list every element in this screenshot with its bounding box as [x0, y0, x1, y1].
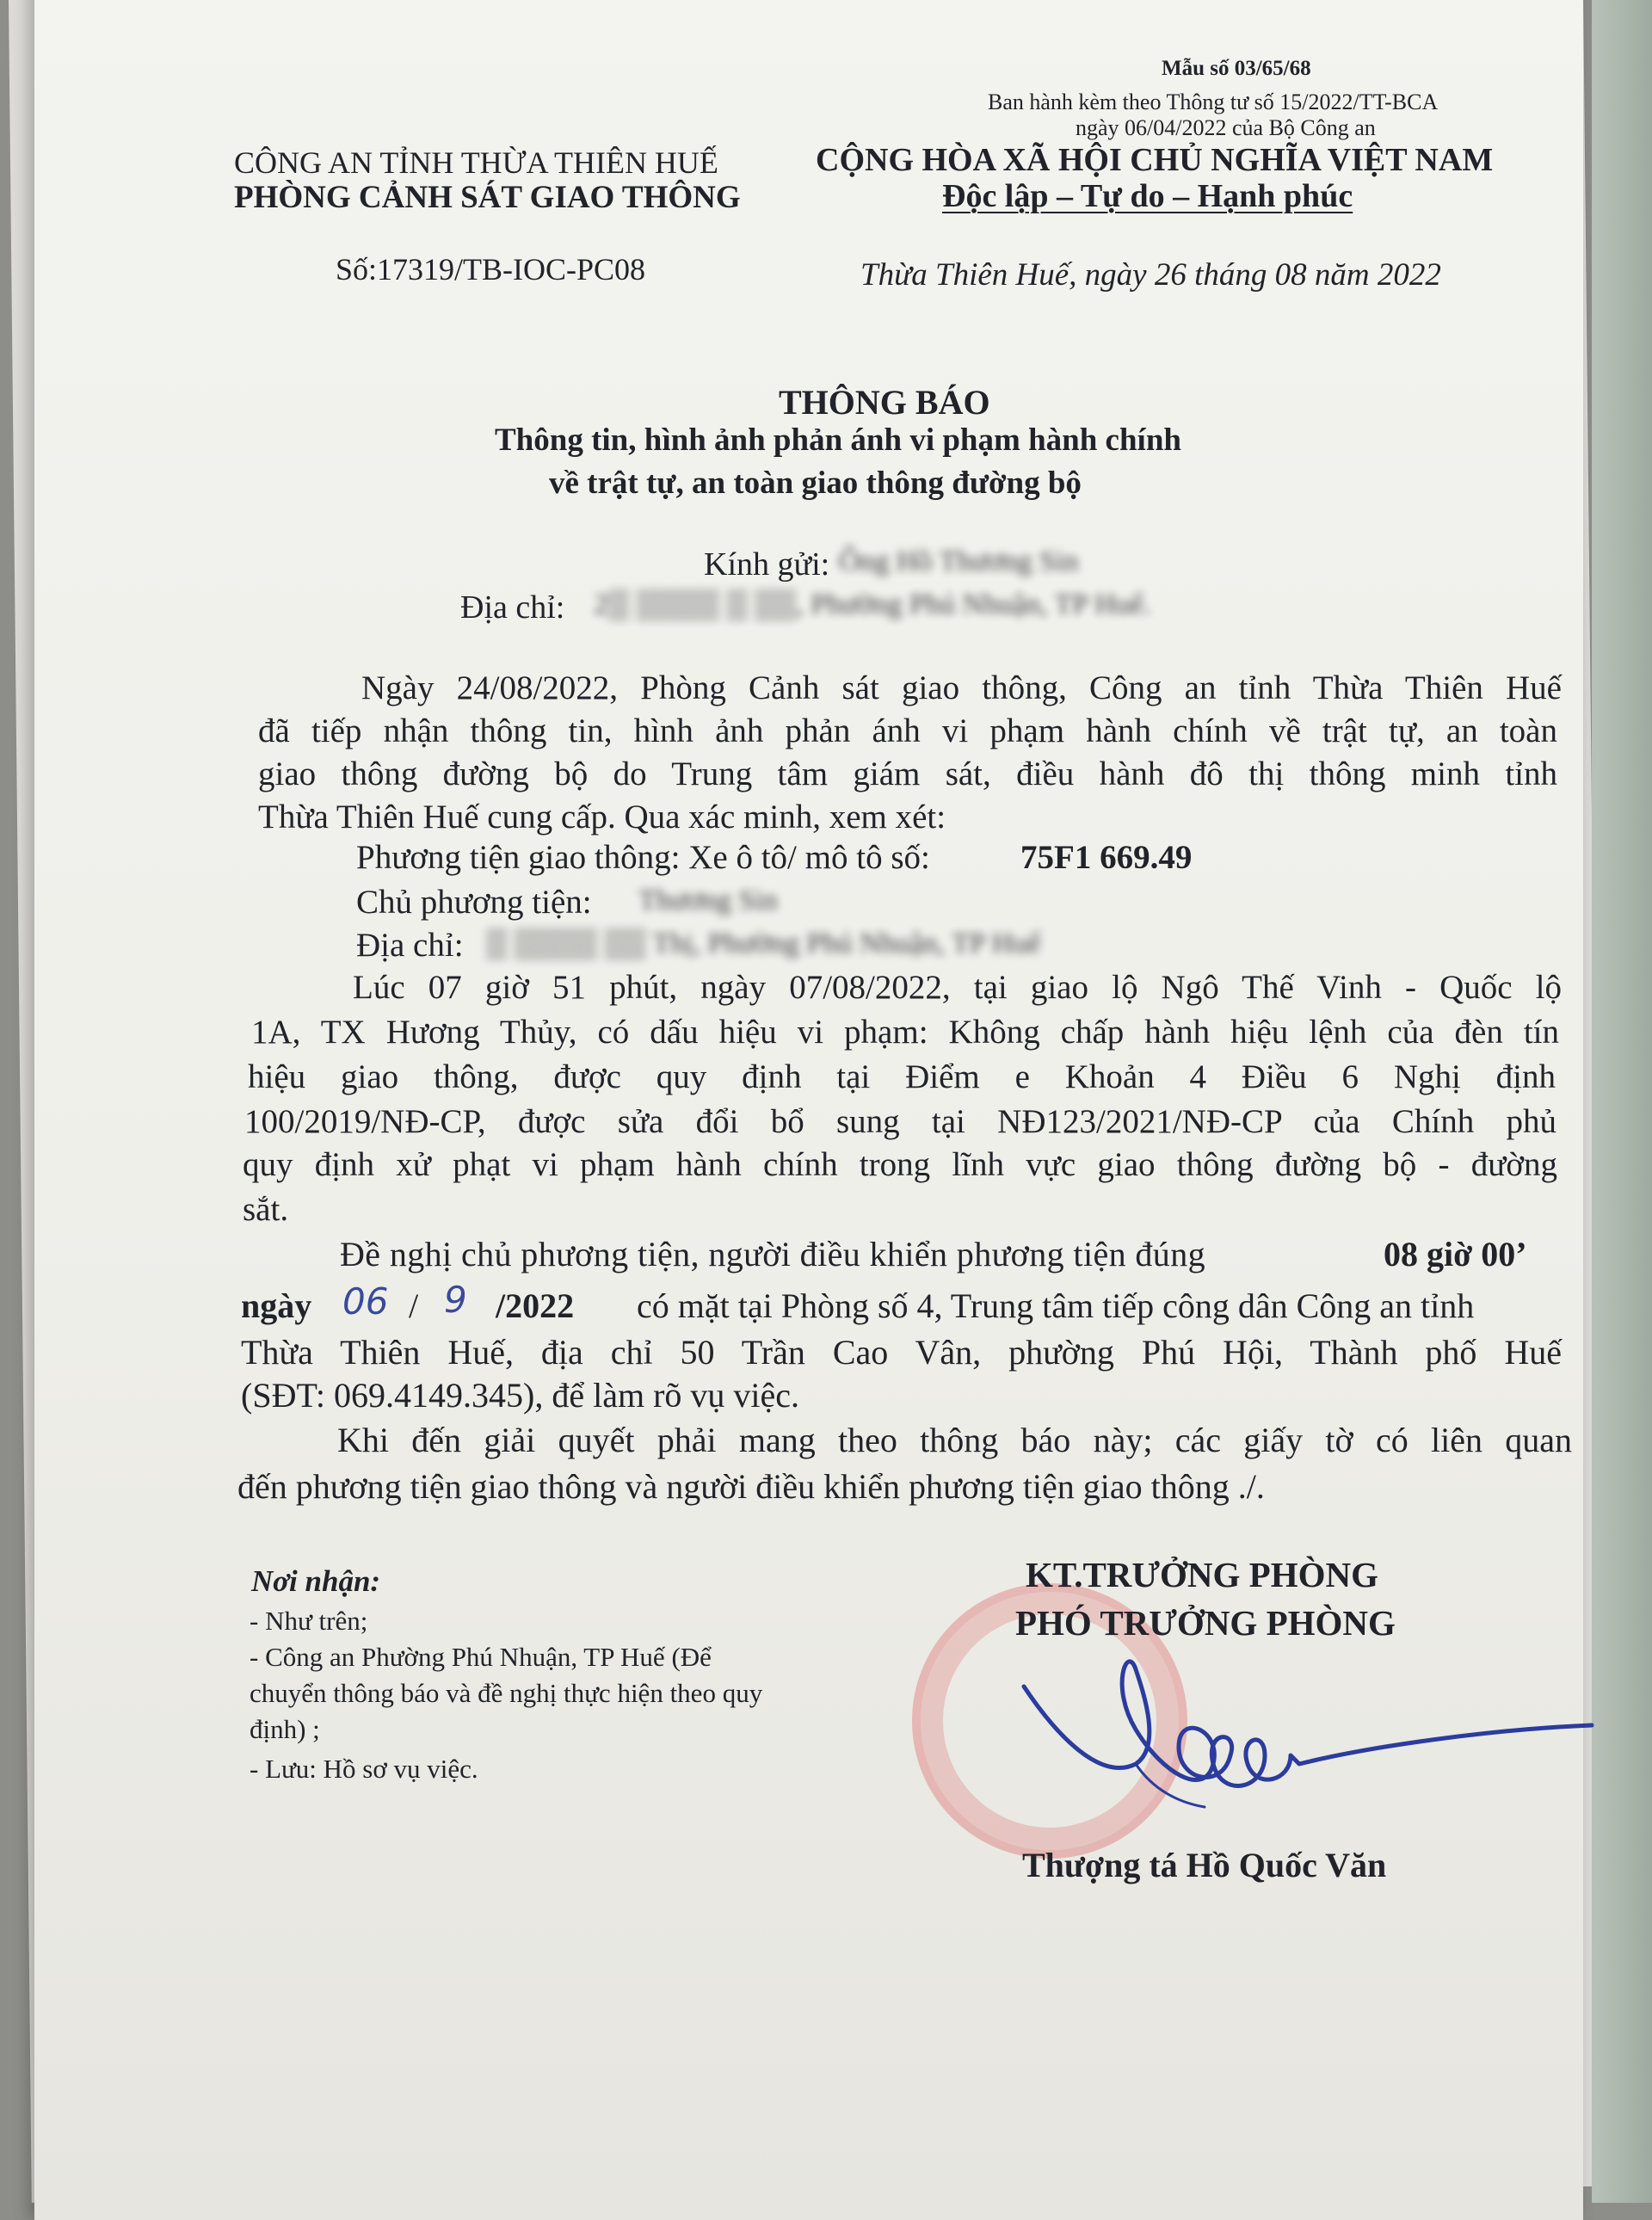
vehicle-label: Phương tiện giao thông: Xe ô tô/ mô tô số: — [356, 839, 930, 876]
appointment-month-handwritten: 9 — [444, 1279, 467, 1321]
to-label: Kính gửi: — [704, 546, 830, 583]
address-label: Địa chỉ: — [460, 589, 565, 626]
para1-line3: giao thông đường bộ do Trung tâm giám sát, điều hành đô thị thông minh tỉnh — [258, 755, 1557, 792]
recipient-item-1: - Như trên; — [250, 1606, 368, 1636]
place-date: Thừa Thiên Huế, ngày 26 tháng 08 năm 2022 — [860, 257, 1441, 293]
notice-subtitle-1: Thông tin, hình ảnh phản ánh vi phạm hành chính — [495, 422, 1181, 458]
nation-motto: Độc lập – Tự do – Hạnh phúc — [942, 178, 1353, 214]
signer-name: Thượng tá Hồ Quốc Văn — [1022, 1846, 1387, 1884]
para2-line2: 1A, TX Hương Thủy, có dấu hiệu vi phạm: Không chấp hành hiệu lệnh của đèn tín — [251, 1014, 1559, 1051]
notice-subtitle-2: về trật tự, an toàn giao thông đường bộ — [549, 466, 1082, 501]
signer-title-1: KT.TRƯỞNG PHÒNG — [1026, 1555, 1378, 1594]
recipient-item-3: chuyển thông báo và đề nghị thực hiện theo quy — [250, 1678, 763, 1708]
handwritten-signature — [1007, 1635, 1609, 1850]
owner-value: Thương Sin — [638, 885, 779, 916]
para2-line5: quy định xử phạt vi phạm hành chính trong lĩnh vực giao thông đường bộ - đường — [243, 1146, 1557, 1183]
to-value: Ông Hồ Thương Sin — [839, 546, 1079, 577]
signer-title-2: PHÓ TRƯỞNG PHÒNG — [1015, 1603, 1396, 1643]
para1-line4: Thừa Thiên Huế cung cấp. Qua xác minh, xem xét: — [258, 799, 946, 836]
form-issued-line2: ngày 06/04/2022 của Bộ Công an — [1076, 115, 1376, 140]
owner-address-value: ▒ ▒▒▒▒ ▒▒ Thị, Phường Phú Nhuận, TP Huế — [486, 928, 1041, 959]
para3-line2-rest: có mặt tại Phòng số 4, Trung tâm tiếp công dân Công an tỉnh — [637, 1286, 1475, 1325]
para1-line1: Ngày 24/08/2022, Phòng Cảnh sát giao thông, Công an tỉnh Thừa Thiên Huế — [361, 669, 1562, 706]
para3-line3: Thừa Thiên Huế, địa chỉ 50 Trần Cao Vân, phường Phú Hội, Thành phố Huế — [241, 1333, 1562, 1372]
owner-label: Chủ phương tiện: — [356, 884, 592, 921]
form-number: Mẫu số 03/65/68 — [1162, 57, 1311, 80]
para3-line4: (SĐT: 069.4149.345), để làm rõ vụ việc. — [241, 1376, 800, 1415]
para3-line1: Đề nghị chủ phương tiện, người điều khiển phương tiện đúng — [340, 1235, 1206, 1273]
notice-title: THÔNG BÁO — [779, 383, 990, 422]
appointment-time: 08 giờ 00’ — [1384, 1235, 1527, 1273]
recipient-item-2: - Công an Phường Phú Nhuận, TP Huế (Để — [250, 1642, 712, 1672]
address-value: 2▒ ▒▒▒▒ ▒ ▒▒, Phường Phú Nhuận, TP Huế. — [594, 589, 1151, 620]
agency-name: CÔNG AN TỈNH THỪA THIÊN HUẾ — [234, 145, 718, 180]
recipients-heading: Nơi nhận: — [251, 1564, 381, 1598]
para1-line2: đã tiếp nhận thông tin, hình ảnh phản ánh vi phạm hành chính về trật tự, an toàn — [258, 712, 1557, 749]
document-number: Số:17319/TB-IOC-PC08 — [336, 252, 646, 287]
appointment-year: /2022 — [496, 1286, 575, 1325]
para4-line2: đến phương tiện giao thông và người điều khiển phương tiện giao thông ./. — [237, 1467, 1265, 1506]
owner-address-label: Địa chỉ: — [356, 927, 464, 964]
recipient-item-4: định) ; — [250, 1714, 320, 1744]
agency-department: PHÒNG CẢNH SÁT GIAO THÔNG — [234, 180, 741, 215]
para2-line3: hiệu giao thông, được quy định tại Điểm e Khoản 4 Điều 6 Nghị định — [248, 1058, 1556, 1095]
para4-line1: Khi đến giải quyết phải mang theo thông báo này; các giấy tờ có liên quan — [337, 1421, 1572, 1459]
vehicle-plate: 75F1 669.49 — [1020, 839, 1193, 876]
appointment-day-handwritten: 06 — [342, 1280, 389, 1323]
background-table — [1592, 0, 1652, 2203]
appointment-day-label: ngày — [241, 1286, 312, 1325]
form-issued-line1: Ban hành kèm theo Thông tư số 15/2022/TT-BCA — [988, 89, 1439, 114]
nation-name: CỘNG HÒA XÃ HỘI CHỦ NGHĨA VIỆT NAM — [816, 142, 1494, 178]
appointment-slash: / — [409, 1286, 419, 1325]
para2-line4: 100/2019/NĐ-CP, được sửa đổi bổ sung tại NĐ123/2021/NĐ-CP của Chính phủ — [244, 1103, 1556, 1140]
recipient-item-5: - Lưu: Hồ sơ vụ việc. — [250, 1754, 478, 1784]
para2-line1: Lúc 07 giờ 51 phút, ngày 07/08/2022, tại giao lộ Ngô Thế Vinh - Quốc lộ — [353, 969, 1562, 1006]
para2-line6: sắt. — [243, 1191, 289, 1228]
